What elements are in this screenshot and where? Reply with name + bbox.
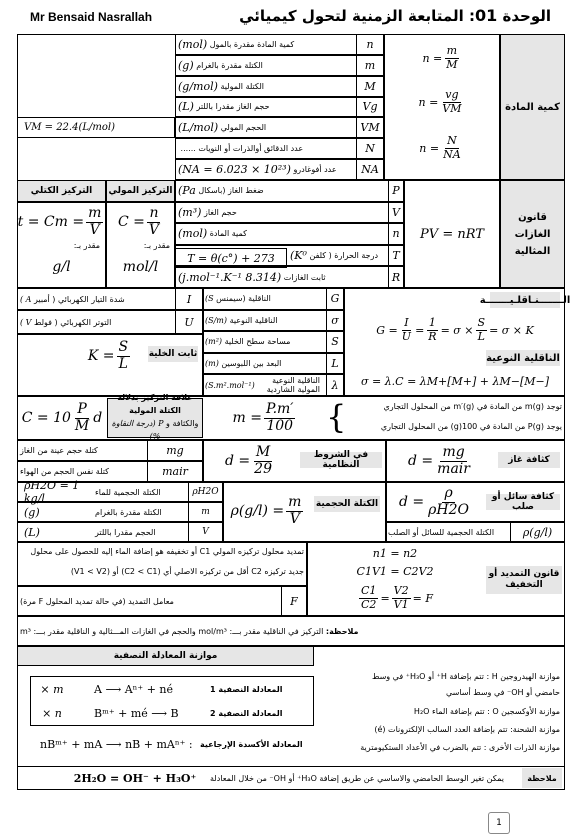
balancing-bullet: موازنة الذرات الأخرى : تتم بالضرب في الأعداد الستكيومترية	[360, 743, 560, 752]
volumic-mass-title: الكتلة الحجمية	[314, 496, 380, 512]
mg-symbol: mg	[147, 440, 203, 461]
half-eq-2: Bᵐ⁺ + mé ⟶ B	[94, 706, 179, 720]
balancing-note-text: يمكن تغير الوسط الحامضي والاساسي عن طريق إضافة H₃O⁺ أو OH⁻ من خلال المعادلة	[210, 773, 505, 783]
gas-law-symbol: R	[388, 266, 404, 288]
gas-law-desc: ضغط الغاز (باسكال Pa)	[178, 184, 264, 198]
gas-density-formula: d = $\frac{mg}{\text{mair}}$	[408, 444, 470, 477]
current-symbol: I	[175, 288, 203, 310]
density-desc: الحجم مقدرا باللتر	[95, 527, 156, 537]
std-density-formula: d = $\frac{M}{29}$	[225, 444, 272, 477]
conductance-symbol: S	[326, 331, 344, 353]
formula-n-vg: n = $\frac{vg}{VM}$	[418, 88, 462, 115]
mass-concentration-formula: t = Cm = $\frac{m}{V}$	[17, 205, 102, 238]
balancing-note-label: ملاحظة	[522, 768, 562, 788]
voltage-desc: التوتر الكهربائي ( فولط V )	[20, 317, 112, 327]
gas-law-title: قانون الغازات المثالية	[500, 180, 565, 288]
half-eq-1: A ⟶ Aⁿ⁺ + né	[94, 682, 174, 696]
note-text: ملاحظة: التركيز في الناقلية مقدر بـــ: mol/m³ والحجم في الغازات المـــثالية و الناقلية مقدر بـــ: m³	[20, 626, 359, 636]
density-value: ρH2O = 1 kg/l	[24, 479, 80, 505]
voltage-symbol: U	[175, 310, 203, 334]
density-symbol: V	[188, 522, 223, 542]
quantity-desc: عدد أفوغادرو (NA = 6.023 × 10²³)	[178, 163, 337, 177]
molar-concentration-formula: C = $\frac{n}{V}$	[117, 205, 160, 238]
vm-value: VM = 22.4(L/mol)	[24, 122, 115, 134]
quantity-symbol: N	[356, 138, 384, 159]
unit-label: الوحدة	[502, 7, 551, 25]
conductance-desc: البعد بين اللبوسين (m)	[205, 359, 282, 369]
redox-label: المعادلة الأكسدة الإرجاعية	[200, 739, 303, 749]
conductance-symbol: σ	[326, 310, 344, 332]
gas-law-desc: ثابت الغازات (8.314 j.mol⁻¹.K⁻¹)	[178, 270, 326, 284]
redox-equation: nBᵐ⁺ + mA ⟶ nB + mAⁿ⁺ :	[40, 737, 193, 751]
half-eq-1-mult: × m	[40, 682, 64, 696]
conductance-desc: الناقلية النوعية المولية الشاردية (S.m².mol⁻¹)	[205, 376, 320, 395]
water-autoionization: 2H₂O = OH⁻ + H₃O⁺	[73, 771, 197, 785]
quantity-symbol: VM	[356, 117, 384, 138]
relation-m-formula: m = $\frac{P.m'}{100}$	[232, 401, 294, 434]
liquid-density-formula: d = $\frac{\rho}{\rho H2O}$	[399, 485, 469, 518]
dilution-title: قانون التمديد أو التخفيف	[486, 566, 562, 594]
gas-law-symbol: V	[388, 202, 404, 224]
cell-constant-formula: K = $\frac{S}{L}$	[87, 339, 129, 372]
density-symbol: ρH2O	[188, 482, 223, 502]
liquid-density-title: كثافة سائل أو صلب	[486, 494, 560, 510]
std-conditions-title: في الشروط النظامية	[300, 452, 382, 468]
conductance-title: الـــــــنـاقلـيـــــــة	[490, 292, 560, 308]
dilution-eq-2: C1V1 = C2V2	[356, 564, 434, 578]
half-eq-1-label: المعادلة النصفية 1	[210, 684, 283, 694]
quantity-title: كمية المادة	[500, 34, 565, 180]
quantity-desc: الكتلة مقدرة بالغرام (g)	[178, 58, 263, 72]
specific-conductance-title: الناقلية النوعية	[486, 350, 560, 366]
quantity-symbol: NA	[356, 159, 384, 180]
gas-density-title: كثافة غاز	[498, 452, 560, 468]
rho-desc: الكتلة الحجمية للسائل أو الصلب	[388, 527, 495, 537]
density-value: (g)	[24, 505, 40, 519]
sigma-formula: σ = λ.C = λM+[M+] + λM−[M−]	[360, 374, 550, 388]
molar-unit-label: مقدر بـ:	[143, 241, 170, 250]
conductance-desc: الناقلية النوعية (S/m)	[205, 315, 278, 325]
relation-c-formula: C = 10 $\frac{P}{M}$ d	[21, 401, 103, 434]
dilution-line-1: تمديد محلول تركيزه المولي C1 أو تخفيفه هو إضافة الماء إليه للحصول على محلول	[30, 547, 304, 556]
balancing-bullet: موازنة الهيدروجين H : تتم بإضافة H⁺ أو H₃O⁺ في وسط	[371, 672, 560, 681]
density-desc: الكتلة الحجمية للماء	[95, 487, 161, 497]
unit-title-text: : المتابعة الزمنية لتحول كيميائي	[239, 7, 475, 25]
page-number: 1	[488, 812, 510, 834]
quantity-symbol: n	[356, 34, 384, 55]
mg-desc: كتلة حجم عينة من الغاز	[20, 446, 98, 455]
half-eq-2-label: المعادلة النصفية 2	[210, 708, 283, 718]
density-desc: الكتلة مقدرة بالغرام	[95, 507, 162, 517]
quantity-desc: عدد الدقائق أوالذرات أو النويات ......	[180, 144, 304, 154]
molar-concentration-title: التركيز المولي	[106, 180, 175, 202]
rho-formula: ρ(g/l) = $\frac{m}{V}$	[230, 494, 302, 527]
mair-desc: كتلة نفس الحجم من الهواء	[20, 467, 109, 476]
gas-law-symbol: n	[388, 223, 404, 245]
conductance-formula: G = $\frac{I}{U}$ = $\frac{1}{R}$ = σ × $\frac{S}{L}$ = σ × K	[376, 316, 534, 343]
conductance-desc: مساحة سطح الخلية (m²)	[205, 337, 291, 347]
gas-law-symbol: P	[388, 180, 404, 202]
current-desc: شدة التيار الكهربائي ( أمبير A )	[20, 294, 125, 304]
gas-law-symbol: T	[388, 245, 404, 267]
quantity-desc: الحجم المولي (L/mol)	[178, 121, 267, 135]
author-name: Mr Bensaid Nasrallah	[30, 10, 153, 24]
conductance-symbol: G	[326, 288, 344, 310]
gas-law-desc: حجم الغاز (m³)	[178, 205, 237, 219]
relation-line-1: توجد m(g) من المادة في m′(g) من المحلول التجاري	[383, 402, 562, 411]
rho-symbol: ρ(g/l)	[510, 522, 565, 542]
balancing-bullet: موازنة الأوكسجين O : تتم بإضافة الماء H₂O	[413, 707, 560, 716]
gas-law-desc: درجة الحرارة ( كلفن K⁰)	[290, 249, 379, 263]
cell-constant-title: ثابت الخلية	[148, 346, 198, 362]
molar-unit: mol/l	[122, 259, 159, 275]
mass-concentration-title: التركيز الكتلي	[17, 180, 106, 202]
gas-law-desc: كمية المادة (mol)	[178, 227, 247, 241]
relation-brace: {	[326, 398, 347, 436]
dilution-factor-symbol: F	[281, 586, 307, 616]
formula-n-m: n = $\frac{m}{M}$	[422, 44, 458, 71]
mair-symbol: mair	[147, 461, 203, 482]
unit-title	[239, 6, 551, 25]
conductance-desc: الناقلية (سيمنس S)	[205, 294, 271, 304]
quantity-desc: كمية المادة مقدرة بالمول (mol)	[178, 37, 295, 51]
half-eq-2-mult: × n	[42, 706, 62, 720]
dilution-eq-1: n1 = n2	[372, 546, 418, 560]
page-header	[0, 0, 583, 34]
balancing-bullet: موازنة الشحنة: تتم بإضافة العدد السالب الإلكترونات (é)	[374, 725, 560, 734]
quantity-symbol: m	[356, 55, 384, 76]
unit-number: 01	[474, 6, 498, 25]
quantity-desc: الكتلة المولية (g/mol)	[178, 79, 264, 93]
density-value: (L)	[24, 525, 40, 539]
gas-law-formula: PV = nRT	[404, 180, 500, 288]
balancing-title: موازنة المعادلة النصفية	[17, 646, 314, 666]
conductance-symbol: L	[326, 353, 344, 375]
conductance-symbol: λ	[326, 374, 344, 396]
relation-title: علاقة التركيز بدلالة الكتلة المولية والكثافة و P (درجة النقاوة %)	[107, 398, 203, 438]
mass-unit: g/l	[52, 259, 71, 275]
dilution-eq-3: $\frac{C1}{C2}$ = $\frac{V2}{V1}$ = F	[361, 584, 433, 611]
temperature-formula: T = θ(c°) + 273	[175, 248, 287, 268]
mass-unit-label: مقدر بـ:	[73, 241, 100, 250]
dilution-factor-desc: معامل التمديد (في حالة تمديد المحلول F مرة)	[20, 596, 174, 606]
dilution-line-2: جديد تركيزه C2 أقل من تركيزه الاصلي أي (C2 < C1) أو (V1 < V2)	[70, 567, 304, 576]
balancing-bullet: حامضي أو OH⁻ في وسط أساسي	[445, 688, 560, 697]
density-symbol: m	[188, 502, 223, 522]
quantity-symbol: Vg	[356, 97, 384, 118]
quantity-symbol: M	[356, 76, 384, 97]
quantity-desc: حجم الغاز مقدرا باللتر (L)	[178, 100, 270, 114]
formula-n-na: n = $\frac{N}{NA}$	[419, 134, 461, 161]
relation-line-2: يوجد P(g) من المادة في 100(g) من المحلول التجاري	[380, 422, 562, 431]
